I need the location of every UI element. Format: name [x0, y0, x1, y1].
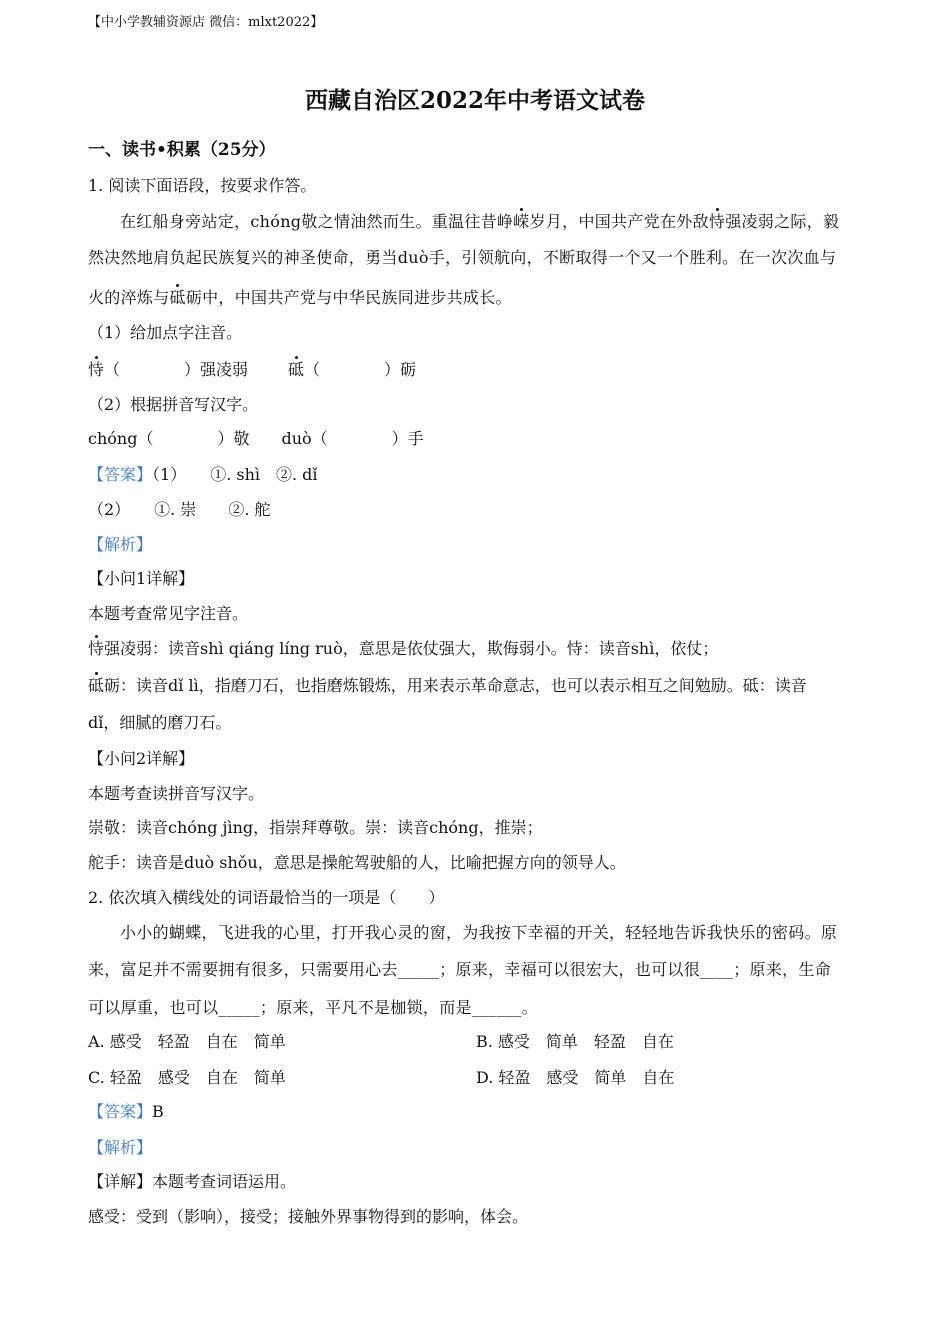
- q2-detail-line: 感受：受到（影响），接受；接触外界事物得到的影响，体会。: [88, 1207, 529, 1226]
- answer-blank: （ ）强凌弱: [104, 360, 249, 379]
- answer-label: 【答案】: [88, 1102, 153, 1121]
- q1-passage-text: 强凌弱之际，毅: [725, 212, 840, 231]
- detail-1-line-3: dǐ，细腻的磨刀石。: [88, 713, 232, 732]
- answer-value: B: [152, 1102, 164, 1121]
- detail-text: 砺：读音dǐ lì，指磨刀石，也指磨炼锻炼，用来表示革命意志，也可以表示相互之间勉励。砥：读音: [104, 676, 807, 695]
- detail-label: 【详解】: [88, 1172, 153, 1191]
- detail-1-line-1: [88, 638, 718, 660]
- detail-1-line-2: [88, 675, 807, 697]
- detail-2-line-1: 崇敬：读音chóng jìng，指崇拜尊敬。崇：读音chóng，推崇；: [88, 818, 543, 837]
- option-b: B. 感受 简单 轻盈 自在: [476, 1032, 674, 1051]
- answer-label: 【答案】: [88, 465, 153, 484]
- page-header: 【中小学教辅资源店 微信：mlxt2022】: [88, 15, 324, 30]
- dotted-char: 恃: [88, 639, 105, 658]
- q1-passage-line-1: [120, 211, 839, 233]
- option-a: A. 感受 轻盈 自在 简单: [88, 1032, 286, 1051]
- section-heading: 一、读书•积累（25分）: [88, 140, 276, 160]
- option-c: C. 轻盈 感受 自在 简单: [88, 1068, 286, 1087]
- dotted-char: 恃: [708, 212, 726, 231]
- q1-sub-1-item-a: [88, 359, 248, 381]
- q2-detail: [88, 1171, 296, 1193]
- q1-sub-1: （1）给加点字注音。: [88, 323, 243, 342]
- detail-text: 强凌弱：读音shì qiáng líng ruò，意思是依仗强大，欺侮弱小。恃：读音shì，依仗；: [104, 639, 719, 658]
- page-title: 西藏自治区2022年中考语文试卷: [304, 87, 645, 114]
- q1-passage-text: 岁月，中国共产党在外敌: [529, 212, 709, 231]
- q1-passage-text: 火的淬炼与: [88, 288, 170, 307]
- detail-2-intro: 本题考查读拼音写汉字。: [88, 784, 265, 803]
- dotted-char: 嵘: [513, 212, 530, 231]
- dotted-char: 恃: [88, 360, 105, 379]
- detail-2-label: 【小问2详解】: [88, 749, 195, 768]
- answer-text: （1） ①. shì ②. dǐ: [152, 465, 318, 484]
- dotted-char: 砥: [88, 676, 105, 695]
- q1-passage-text: 在红船身旁站定，chóng敬之情油然而生。重温往昔峥: [120, 212, 514, 231]
- q1-sub-2-items: chóng（ ）敬 duò（ ）手: [88, 429, 424, 448]
- answer-blank: （ ）砺: [304, 360, 417, 379]
- q2-passage-line-2: 来，富足并不需要拥有很多，只需要用心去_____；原来，幸福可以很宏大，也可以很____；原来，生命: [88, 960, 832, 979]
- question-2-stem: 2. 依次填入横线处的词语最恰当的一项是（ ）: [88, 888, 445, 907]
- q1-answer-2: （2） ①. 崇 ②. 舵: [88, 500, 271, 519]
- q2-passage-line-3: 可以厚重，也可以_____；原来，平凡不是枷锁，而是______。: [88, 998, 538, 1017]
- detail-text: 本题考查词语运用。: [152, 1172, 297, 1191]
- q2-answer: [88, 1101, 164, 1123]
- dotted-char: 砥: [288, 360, 305, 379]
- q1-answer: [88, 464, 318, 486]
- detail-1-label: 【小问1详解】: [88, 569, 195, 588]
- q1-sub-1-item-b: [288, 359, 416, 381]
- analysis-label: 【解析】: [88, 535, 153, 554]
- q2-passage-line-1: 小小的蝴蝶，飞进我的心里，打开我心灵的窗，为我按下幸福的开关，轻轻地告诉我快乐的密码。原: [120, 923, 838, 942]
- detail-1-intro: 本题考查常见字注音。: [88, 604, 249, 623]
- q1-sub-2: （2）根据拼音写汉字。: [88, 395, 259, 414]
- detail-2-line-2: 舵手：读音是duò shǒu，意思是操舵驾驶船的人，比喻把握方向的领导人。: [88, 853, 626, 872]
- analysis-label: 【解析】: [88, 1138, 153, 1157]
- q1-passage-line-2: 然决然地肩负起民族复兴的神圣使命，勇当duò手，引领航向，不断取得一个又一个胜利。在一次次血与: [88, 248, 837, 267]
- q1-passage-line-3: [88, 287, 512, 309]
- dotted-char: 砥: [169, 288, 186, 307]
- option-d: D. 轻盈 感受 简单 自在: [476, 1068, 675, 1087]
- question-1-stem: 1. 阅读下面语段，按要求作答。: [88, 176, 317, 195]
- q1-passage-text: 砺中，中国共产党与中华民族同进步共成长。: [185, 288, 512, 307]
